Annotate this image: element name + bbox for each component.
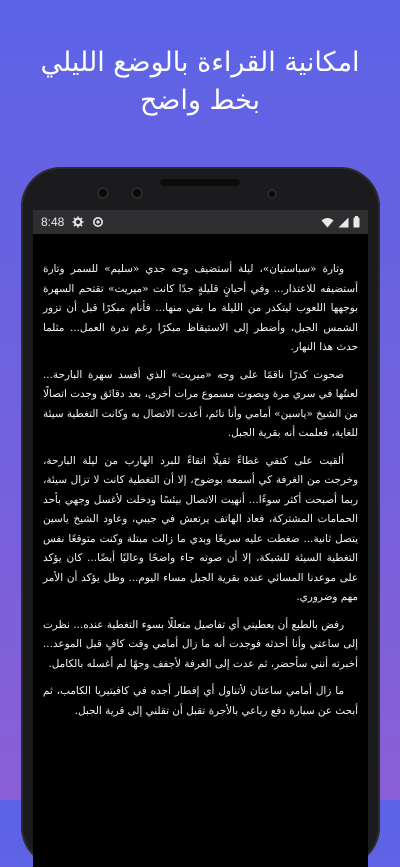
status-time: 8:48 [41, 215, 65, 229]
reader-paragraph-2: صحوت كدرًا ناقمًا على وجه «ميريت» الذي أفسد سهرة البارحة... لعنتُها في سري مرة وبصوت مسموع مرات أخرى، بعد دقائق وجدت اتصالًا من الشيخ «ياسين» أمامي وأنا نائم، أعدت الاتصال به وكانت التغطية سيئة للغاية، فعلمت أنه بقرية الجبل. [43, 368, 358, 439]
front-camera-icon [97, 187, 109, 199]
reader-paragraph-5: ما زال أمامي ساعتان لأتناول أي إفطار أجده في كافيتيريا الكامب، ثم أبحث عن سيارة دفع رباعي بالأجرة تقبل أن تقلني إلى قرية الجبل. [43, 685, 358, 717]
status-bar [33, 210, 368, 234]
signal-icon [338, 217, 349, 228]
phone-frame [21, 167, 380, 867]
gear-icon [72, 216, 84, 228]
phone-speaker [160, 179, 240, 186]
sync-icon [92, 216, 104, 228]
reader-paragraph-4: رفض بالطبع أن يعطيني أي تفاصيل متعللًا بسوء التغطية عنده... نظرت إلى ساعتي وأنا أحدثه فوجدت أنه ما زال أمامي وقت كافٍ قبل الموعد... أخبرته أنني سأحضر، ثم عدت إلى الغرفة لأجفف وجهًا لم أغسله بالكامل. [43, 618, 358, 670]
reader-paragraph-3: ألقيت على كتفي غطاءً ثقيلًا اتقاءً للبرد الهارب من ليلة البارحة، وخرجت من الغرفة كي أسمعه بوضوح، إلا أن التغطية كانت لا تزال سيئة، ربما أصبحت أكثر سوءًا... أنهيت الاتصال بيئسًا ودخلت لأغسل وجهي بأحد الحمامات المشتركة، فعاد الهاتف يرتعش في جيبي، وعاود الشيخ ياسين يتصل ثانية... ضغطت عليه سريعًا وبدي ما زالت مبتلة وكنت متوقعًا نفس التغطية السيئة للشبكة، إلا أن صوته جاء واضحًا وعاليًا أيضًا... كان يؤكد على موعدنا المسائي عنده بقرية الجبل مساء اليوم... وظل يؤكد أن الأمر مهم وضروري. [43, 454, 358, 603]
wifi-icon [321, 217, 334, 228]
reader-paragraph-1: وتارة «سباستيان»، ليلة أستضيف وجه جدي «سليم» للسمر وتارة أستضيفه للاعتذار... وفي أحيانٍ قليلةٍ جدًا كانت «ميريت» تقتحم السهرة بوجهها اللعوب ليتكدر من الليلة ما بقي منها... فأنام مبكرًا قبل أن تزور الشمس الجبل، وأضطر إلى الاستيقاظ مبكرًا رغم ندرة العمل... مثلما حدث هذا النهار. [43, 263, 358, 353]
reader-page[interactable] [33, 234, 368, 721]
promo-headline [0, 44, 400, 120]
proximity-sensor-icon [267, 189, 277, 199]
front-camera-secondary-icon [131, 187, 143, 199]
phone-screen [33, 210, 368, 867]
battery-icon [353, 216, 360, 228]
promo-headline-line-1: امكانية القراءة بالوضع الليلي [40, 47, 360, 78]
promo-headline-line-2: بخط واضح [139, 85, 261, 116]
